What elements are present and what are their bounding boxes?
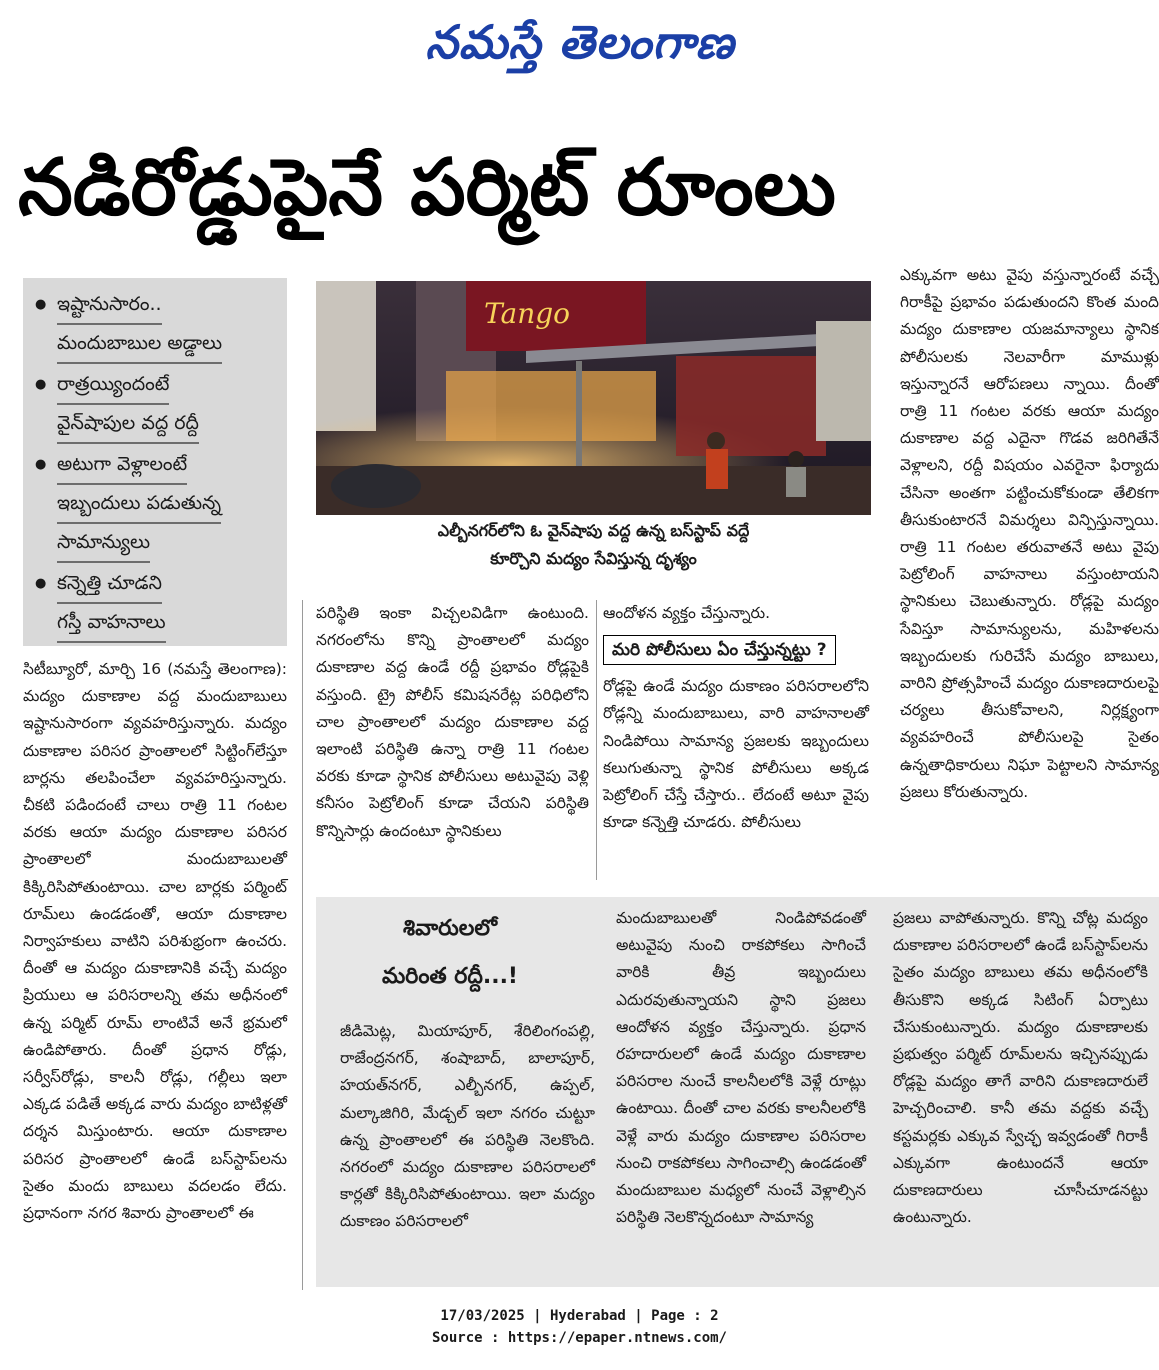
sidebar-title xyxy=(340,905,560,1001)
footer-source-line: Source : https://epaper.ntnews.com/ xyxy=(431,1330,727,1346)
sidebar-title-line: మరింత రద్దీ...! xyxy=(382,964,518,989)
column-divider xyxy=(596,600,597,880)
sidebar-column-1 xyxy=(340,1018,595,1288)
sidebar-column-2 xyxy=(616,905,866,1285)
highlight-item xyxy=(35,366,287,444)
highlights-box xyxy=(23,278,287,646)
highlight-line: సామాన్యులు xyxy=(57,524,150,563)
article-text: ఎక్కువగా అటు వైపు వస్తున్నారంటే వచ్చే గిరాకీపై ప్రభావం పడుతుందని కొంత మంది మద్యం దుకాణాల యజమాన్యాలు స్థానిక పోలీసులకు నెలవారీగా మాముళ్లు ఇస్తున్నారనే ఆరోపణలు న్నాయి. దీంతో రాత్రి 11 గంటల వరకు ఆయా మద్యం దుకాణాల వద్ద ఎదైనా గొడవ జరిగితేనే వెళ్లాలని, రద్దీ విషయం ఎవరైనా ఫిర్యాదు చేసినా అంతగా పట్టించుకోకుండా తేలికగా తీసుకుంటారనే విమర్శలు విన్పిస్తున్నాయి. రాత్రి 11 గంటల తరువాతనే అటు వైపు పెట్రోలింగ్ వాహనాలు వస్తుంటాయని స్థానికులు చెబుతున్నారు. రోడ్లపై మద్యం సేవిస్తూ సామాన్యులను, మహిళలను ఇబ్బందులకు గురిచేసే మద్యం బాబులు, వారిని ప్రోత్సహించే మద్యం దుకాణదారులపై చర్యలు తీసుకోవాలని, నిర్లక్ష్యంగా వ్యవహరించే పోలీసులపై సైతం ఉన్నతాధికారులు నిఘా పెట్టాలని సామాన్య ప్రజలు కోరుతున్నారు. xyxy=(900,266,1159,801)
highlights-list xyxy=(23,278,287,643)
tango-sign: Tango xyxy=(484,297,571,330)
highlight-item xyxy=(35,565,287,643)
subheading: మరి పోలీసులు ఏం చేస్తున్నట్టు ? xyxy=(603,635,836,665)
caption-line: కూర్చొని మద్యం సేవిస్తున్న దృశ్యం xyxy=(490,549,697,568)
article-text: రోడ్లపై ఉండే మద్యం దుకాణం పరిసరాలలోని రోడ్లన్ని మందుబాబులు, వారి వాహనాలతో నిండిపోయి సామాన్య ప్రజలకు ఇబ్బందులు కలుగుతున్నా స్థానిక పోలీసులు అక్కడ పెట్రోలింగ్ చేస్తే చేస్తారు.. లేదంటే అటూ వైపు కూడా కన్నెత్తి చూడరు. పోలీసులు xyxy=(603,677,869,832)
article-text: పరిస్థితి ఇంకా విచ్చలవిడిగా ఉంటుంది. నగరంలోను కొన్ని ప్రాంతాలలో మద్యం దుకాణాల వద్ద ఉండే రద్దీ ప్రభావం రోడ్లపైకి వస్తుంది. ట్రై పోలీస్ కమిషనరేట్ల పరిధిలోని చాల ప్రాంతాలలో మద్యం దుకాణాల వద్ద ఇలాంటి పరిస్థితి ఉన్నా రాత్రి 11 గంటల వరకు కూడా స్థానిక పోలీసులు అటువైపు వెళ్లి కనీసం పెట్రోలింగ్ కూడా చేయని పరిస్థితి కొన్నిసార్లు ఉందంటూ స్థానికులు xyxy=(316,604,589,840)
article-text: ఆందోళన వ్యక్తం చేస్తున్నారు. xyxy=(603,604,771,622)
article-text: సిటీబ్యూరో, మార్చి 16 (నమస్తే తెలంగాణ): మద్యం దుకాణాల వద్ద మందుబాబులు ఇష్టానుసారంగా వ్యవహరిస్తున్నారు. మద్యం దుకాణాల పరిసర ప్రాంతాలలో సిట్టింగ్‌లేస్తూ బార్లను తలపించేలా వ్యవహరిస్తున్నారు. చీకటి పడిందంటే చాలు రాత్రి 11 గంటల వరకు ఆయా మద్యం దుకాణాల పరిసర ప్రాంతాలలో మందుబాబులతో కిక్కిరిసిపోతుంటాయి. చాల బార్లకు పర్మింట్ రూమ్‌లు ఉండడంతో, ఆయా దుకాణాల నిర్వాహకులు వాటిని పరిశుభ్రంగా ఉంచరు. దీంతో ఆ మద్యం దుకాణానికి వచ్చే మద్యం ప్రియులు ఆ పరిసరాలన్ని తమ అధీనంలో ఉన్న పర్మిట్ రూమ్ లాంటివే అనే భ్రమలో ఉండిపోతారు. దీంతో ప్రధాన రోడ్లు, సర్వీస్‌రోడ్లు, కాలనీ రోడ్లు, గల్లీలు ఇలా ఎక్కడ పడితే అక్కడ వారు మద్యం బాటిళ్లతో దర్శన మిస్తుంటారు. ఆయా దుకాణాల పరిసర ప్రాంతాలలో ఉండే బస్‌స్టాప్‌లను సైతం మందు బాబులు వదలడం లేదు. ప్రధానంగా నగర శివారు ప్రాంతాలలో ఈ xyxy=(23,660,287,1223)
photo-caption xyxy=(316,517,871,573)
sidebar-text: జీడిమెట్ల, మియాపూర్, శేరిలింగంపల్లి, రాజేంద్రనగర్, శంషాబాద్, బాలాపూర్, హయత్‌నగర్, ఎల్బీనగర్, ఉప్పల్, మల్కాజిగిరి, మేడ్చల్ ఇలా నగరం చుట్టూ ఉన్న ప్రాంతాలలో ఈ పరిస్థితి నెలకొంది. నగరంలో మద్యం దుకాణాల పరిసరాలలో కార్లతో కిక్కిరిసిపోతుంటాయి. ఇలా మద్యం దుకాణం పరిసరాలలో xyxy=(340,1022,595,1231)
article-column-4 xyxy=(900,262,1159,882)
highlight-line: ● అటుగా వెళ్లాలంటే xyxy=(57,446,187,485)
masthead-logo: నమస్తే తెలంగాణ xyxy=(425,15,735,69)
sidebar-text: ప్రజలు వాపోతున్నారు. కొన్ని చోట్ల మద్యం దుకాణాల పరిసరాలలో ఉండే బస్‌స్టాప్‌లను సైతం మద్యం బాబులు తమ అధీనంలోకి తీసుకొని అక్కడ సిటింగ్ ఏర్పాటు చేసుకుంటున్నారు. మద్యం దుకాణాలకు ప్రభుత్వం పర్మిట్ రూమ్‌లను ఇచ్చినప్పుడు రోడ్లపై మద్యం తాగే వారిని దుకాణదారులే హెచ్చరించాలి. కానీ తమ వద్దకు వచ్చే కస్టమర్లకు ఎక్కువ స్వేచ్ఛ ఇవ్వడంతో గిరాకీ ఎక్కువగా ఉంటుందనే ఆయా దుకాణదారులు చూసీచూడనట్టు ఉంటున్నారు. xyxy=(893,909,1148,1227)
footer-date-line: 17/03/2025 | Hyderabad | Page : 2 xyxy=(440,1308,719,1324)
highlight-line: ● ఇష్టానుసారం.. xyxy=(57,286,162,325)
news-photo xyxy=(316,281,871,515)
photo-scene xyxy=(316,281,871,515)
column-divider xyxy=(302,600,303,1290)
headline: నడిరోడ్డుపైనే పర్మిట్ రూంలు xyxy=(18,143,836,233)
highlight-line: మందుబాబుల అడ్డాలు xyxy=(57,325,222,364)
highlight-line: ● రాత్రయ్యిందంటే xyxy=(57,366,169,405)
caption-line: ఎల్బీనగర్‌లోని ఓ వైన్‌షాపు వద్ద ఉన్న బస్‌స్టాప్ వద్దే xyxy=(437,521,750,540)
highlight-line: వైన్‌షాపుల వద్ద రద్దీ xyxy=(57,405,199,444)
article-column-3 xyxy=(603,600,869,880)
highlight-line: ● కన్నెత్తి చూడని xyxy=(57,565,162,604)
article-column-1 xyxy=(23,656,287,1296)
highlight-item xyxy=(35,286,287,364)
sidebar-text: మందుబాబులతో నిండిపోవడంతో అటువైపు నుంచి రాకపోకలు సాగించే వారికి తీవ్ర ఇబ్బందులు ఎదురవుతున్నాయని స్థాని ప్రజలు ఆందోళన వ్యక్తం చేస్తున్నారు. ప్రధాన రహదారులలో ఉండే మద్యం దుకాణాల పరిసరాల నుంచే కాలనీలలోకి వెళ్లే రూట్లు ఉంటాయి. దీంతో చాల వరకు కాలనీలలోకి వెళ్లే వారు మద్యం దుకాణాల పరిసరాల నుంచి రాకపోకలు సాగించాల్సి ఉండడంతో మందుబాబుల మధ్యలో నుంచే వెళ్లాల్సిన పరిస్థితి నెలకొన్నదంటూ సామాన్య xyxy=(616,909,866,1227)
highlight-item xyxy=(35,446,287,563)
article-column-2 xyxy=(316,600,589,880)
page-footer xyxy=(0,1305,1159,1349)
sidebar-title-line: శివారులలో xyxy=(402,916,498,941)
highlight-line: ఇబ్బందులు పడుతున్న xyxy=(57,485,221,524)
highlight-line: గస్తీ వాహనాలు xyxy=(57,604,166,643)
sidebar-column-3 xyxy=(893,905,1148,1285)
